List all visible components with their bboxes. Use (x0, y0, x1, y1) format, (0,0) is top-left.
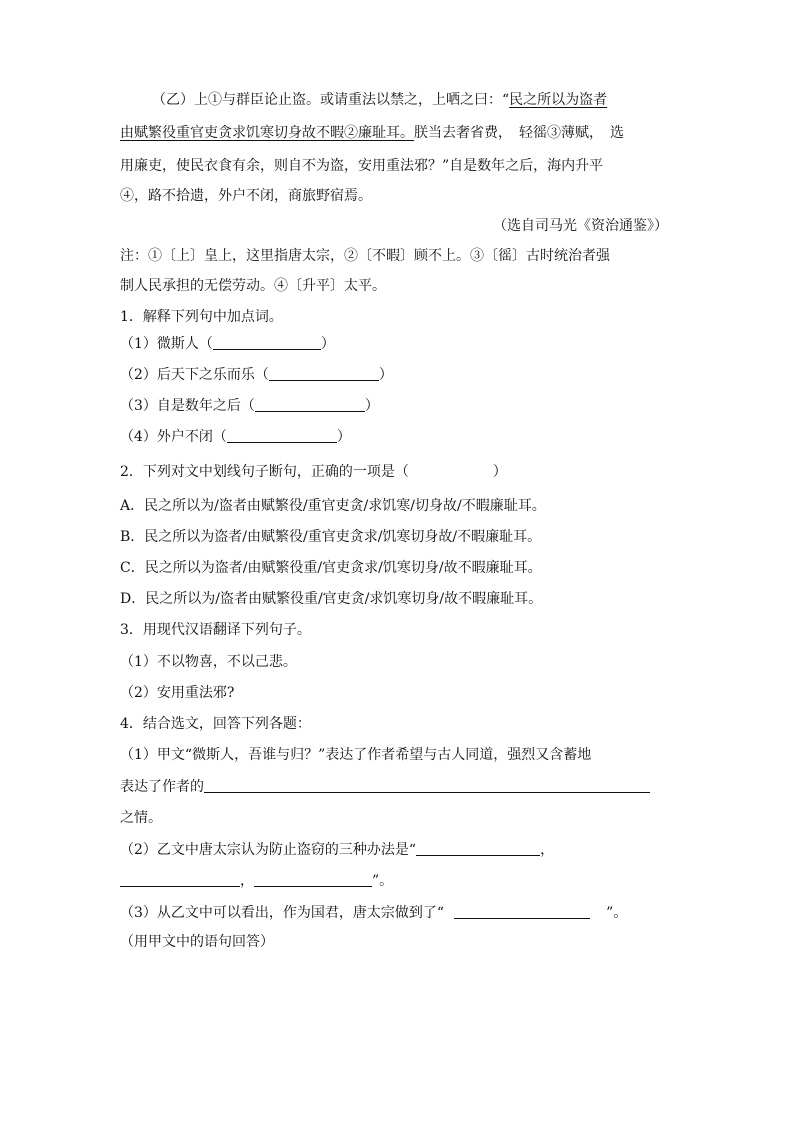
passage-text: 朕当去奢省费， 轻徭③薄赋， 选 (414, 125, 624, 141)
notes-line-1: 注：①〔上〕皇上，这里指唐太宗，②〔不暇〕顾不上。③〔徭〕古时统治者强 (120, 248, 610, 264)
q1-item-4: （4）外户不闭（ ） (120, 429, 351, 445)
q1-item-1: （1）微斯人（ ） (120, 336, 335, 352)
passage-line-3: 用廉吏，使民衣食有余，则自不为盗，安用重法邪？”自是数年之后，海内升平 (120, 158, 604, 174)
q3-item-2: （2）安用重法邪? (120, 685, 235, 701)
passage-line-2 (120, 123, 680, 143)
q4-p3-line-2: （用甲文中的语句回答） (120, 934, 274, 950)
answer-blank[interactable] (227, 428, 337, 443)
q2-option-c[interactable]: C．民之所以为盗者/由赋繁役重/官吏贪求/饥寒切身/故不暇廉耻耳。 (120, 560, 542, 576)
q3-title: 3．用现代汉语翻译下列句子。 (120, 622, 311, 638)
q4-p2-line-2: ， ”。 (120, 871, 680, 891)
q4-title: 4．结合选文，回答下列各题： (120, 716, 311, 732)
q2-option-d[interactable]: D．民之所以为/盗者由赋繁役重/官吏贪/求饥寒切身/故不暇廉耻耳。 (120, 591, 543, 607)
passage-line-1 (152, 90, 712, 110)
notes-line-2: 制人民承担的无偿劳动。④〔升平〕太平。 (120, 278, 386, 294)
answer-blank[interactable] (454, 904, 590, 919)
q2-title: 2．下列对文中划线句子断句，正确的一项是（ ） (120, 464, 507, 480)
q1-title: 1．解释下列句中加点词。 (120, 309, 283, 325)
answer-blank[interactable] (204, 778, 650, 793)
q4-p2-line-1: （2）乙文中唐太宗认为防止盗窃的三种办法是“ ， (120, 842, 555, 858)
q4-p1-line-2: 表达了作者的 (120, 777, 680, 797)
answer-blank[interactable] (254, 872, 372, 887)
answer-blank[interactable] (269, 366, 379, 381)
answer-blank[interactable] (120, 872, 240, 887)
passage-line-4: ④，路不拾遗，外户不闭，商旅野宿焉。 (120, 188, 372, 204)
q2-option-b[interactable]: B．民之所以为盗者/由赋繁役/重官吏贪求/饥寒切身故/不暇廉耻耳。 (120, 529, 542, 545)
q1-item-3: （3）自是数年之后（ ） (120, 398, 379, 414)
answer-blank[interactable] (416, 841, 540, 856)
answer-blank[interactable] (213, 335, 321, 350)
q1-item-2: （2）后天下之乐而乐（ ） (120, 367, 393, 383)
q4-p3-line-1: （3）从乙文中可以看出，作为国君，唐太宗做到了“ ”。 (120, 905, 628, 921)
underlined-sentence: 由赋繁役重官吏贪求饥寒切身故不暇②廉耻耳。 (120, 125, 414, 141)
q4-p1-line-1: （1）甲文“微斯人，吾谁与归？”表达了作者希望与古人同道，强烈又含蓄地 (120, 747, 592, 763)
q2-option-a[interactable]: A．民之所以为/盗者由赋繁役/重官吏贪/求饥寒/切身故/不暇廉耻耳。 (120, 498, 546, 514)
q3-item-1: （1）不以物喜，不以己悲。 (120, 654, 297, 670)
q4-p1-line-3: 之情。 (120, 810, 162, 826)
underlined-sentence: 民之所以为盗者 (509, 92, 608, 108)
answer-blank[interactable] (255, 397, 365, 412)
passage-text: （乙）上①与群臣论止盗。或请重法以禁之，上哂之曰：“ (152, 92, 510, 108)
passage-source: （选自司马光《资治通鉴》） (493, 218, 668, 234)
